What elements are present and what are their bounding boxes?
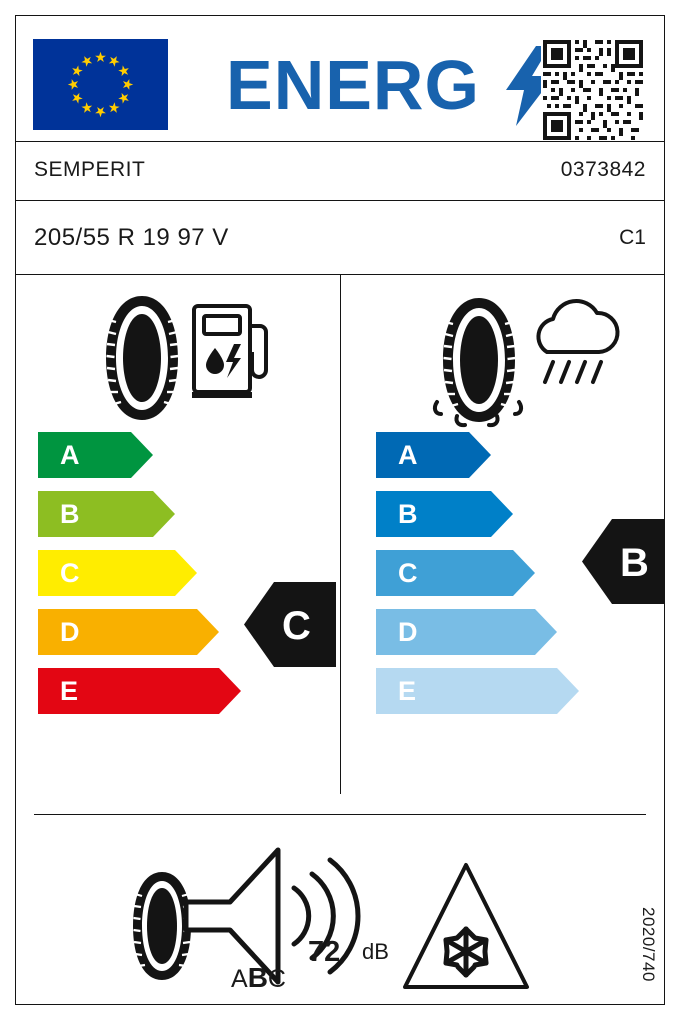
label-header bbox=[16, 16, 664, 141]
fuel-grade-a-letter: A bbox=[60, 440, 80, 470]
tyre-energy-label bbox=[15, 15, 665, 1005]
eu-flag-icon bbox=[33, 39, 168, 130]
tyre-class: C1 bbox=[619, 226, 646, 249]
tyre-rain-cloud-icon bbox=[431, 294, 621, 434]
wet-grade-b-letter: B bbox=[398, 499, 418, 529]
type-code: 0373842 bbox=[560, 158, 646, 181]
fuel-grade-d-letter: D bbox=[60, 617, 80, 647]
noise-value: 72 bbox=[308, 936, 341, 968]
noise-unit: dB bbox=[362, 939, 389, 964]
noise-class-scale bbox=[231, 962, 286, 994]
brand-row bbox=[16, 142, 664, 200]
brand-name: SEMPERIT bbox=[34, 158, 146, 181]
three-peak-mountain-snowflake-icon bbox=[401, 859, 531, 994]
grades-section bbox=[16, 274, 664, 794]
wet-grade-c-letter: C bbox=[398, 558, 418, 588]
noise-class-a: A bbox=[231, 965, 248, 993]
wet-grade-d-letter: D bbox=[398, 617, 418, 647]
fuel-result-letter: C bbox=[282, 604, 311, 648]
tyre-size: 205/55 R 19 97 V bbox=[34, 224, 229, 251]
noise-class-b: B bbox=[247, 962, 268, 993]
fuel-grade-b-letter: B bbox=[60, 499, 80, 529]
tyre-fuel-pump-icon bbox=[94, 292, 269, 432]
wet-grade-a-letter: A bbox=[398, 440, 418, 470]
wet-grade-e-letter: E bbox=[398, 676, 417, 706]
fuel-grade-e-letter: E bbox=[60, 676, 79, 706]
pictogram-row bbox=[16, 282, 664, 422]
fuel-result-badge bbox=[244, 582, 336, 667]
page-title: ENERG bbox=[226, 46, 480, 124]
fuel-grade-c-letter: C bbox=[60, 558, 80, 588]
wet-result-badge bbox=[582, 519, 665, 604]
noise-snow-section bbox=[16, 794, 664, 1004]
noise-class-c: C bbox=[267, 965, 286, 993]
size-row bbox=[16, 200, 664, 274]
regulation-date: 2020/740 bbox=[639, 907, 658, 982]
qr-code-icon bbox=[541, 38, 645, 142]
wet-result-letter: B bbox=[620, 541, 649, 585]
